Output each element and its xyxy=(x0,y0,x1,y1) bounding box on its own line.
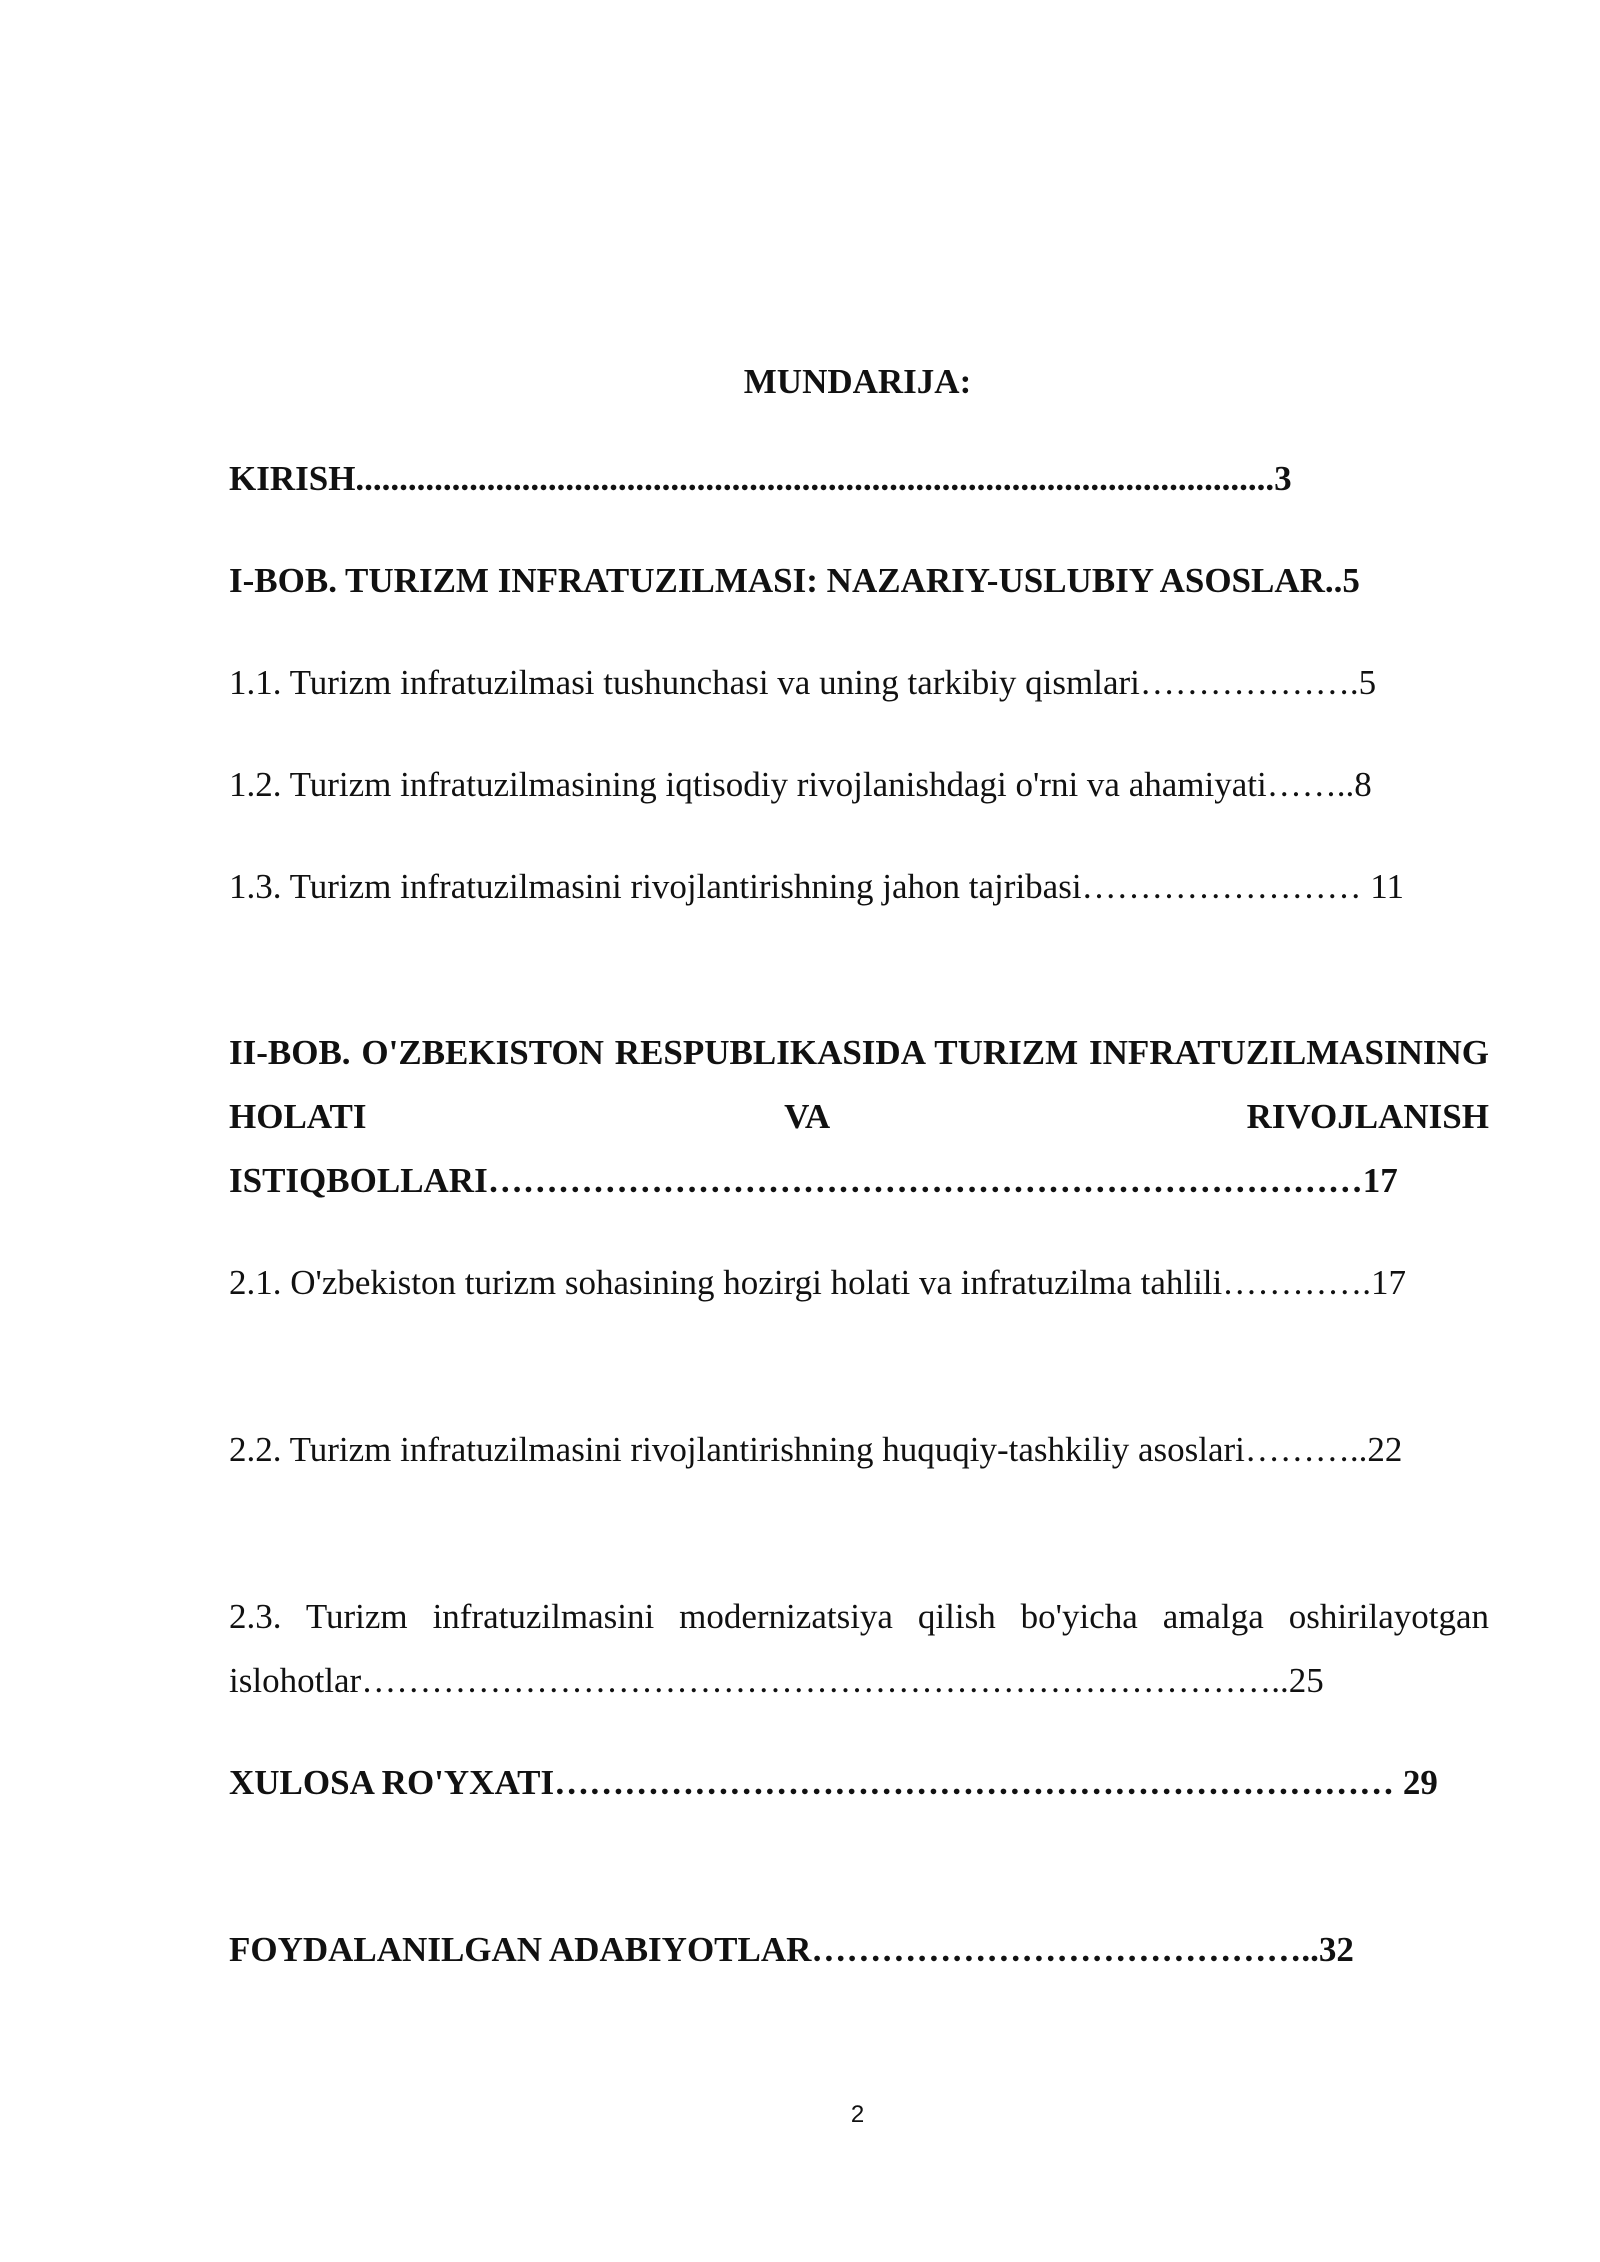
toc-entry-1-1: 1.1. Turizm infratuzilmasi tushunchasi va uning tarkibiy qismlari……………….5 xyxy=(229,663,1377,702)
toc-entry-2-2: 2.2. Turizm infratuzilmasini rivojlantirishning huquqiy-tashkiliy asoslari………..22 xyxy=(229,1430,1403,1469)
toc-entry-kirish: KIRISH.........................................................................................................3 xyxy=(229,459,1292,498)
page-number: 2 xyxy=(850,2101,865,2128)
toc-entry-2-1: 2.1. O'zbekiston turizm sohasining hozirgi holati va infratuzilma tahlili………….17 xyxy=(229,1263,1406,1302)
toc-entry-adabiyotlar: FOYDALANILGAN ADABIYOTLAR……………………………………..32 xyxy=(229,1930,1354,1969)
toc-entry-1-2: 1.2. Turizm infratuzilmasining iqtisodiy rivojlanishdagi o'rni va ahamiyati……..8 xyxy=(229,765,1372,804)
toc-entry-chapter-2: II-BOB. O'ZBEKISTON RESPUBLIKASIDA TURIZM INFRATUZILMASINING HOLATI VA RIVOJLANISH ISTIQBOLLARI…………………………………………………………………17 xyxy=(229,1033,1489,1200)
page-title: MUNDARIJA: xyxy=(743,362,972,401)
toc-entry-1-3: 1.3. Turizm infratuzilmasini rivojlantirishning jahon tajribasi…………………… 11 xyxy=(229,867,1404,906)
toc-entry-chapter-1: I-BOB. TURIZM INFRATUZILMASI: NAZARIY-USLUBIY ASOSLAR..5 xyxy=(229,561,1360,600)
toc-entry-xulosa: XULOSA RO'YXATI……………………………………………………………… 29 xyxy=(229,1763,1438,1802)
toc-entry-2-3: 2.3. Turizm infratuzilmasini modernizatsiya qilish bo'yicha amalga oshirilayotgan islohotlar……………………………………………………………………..25 xyxy=(229,1597,1489,1700)
